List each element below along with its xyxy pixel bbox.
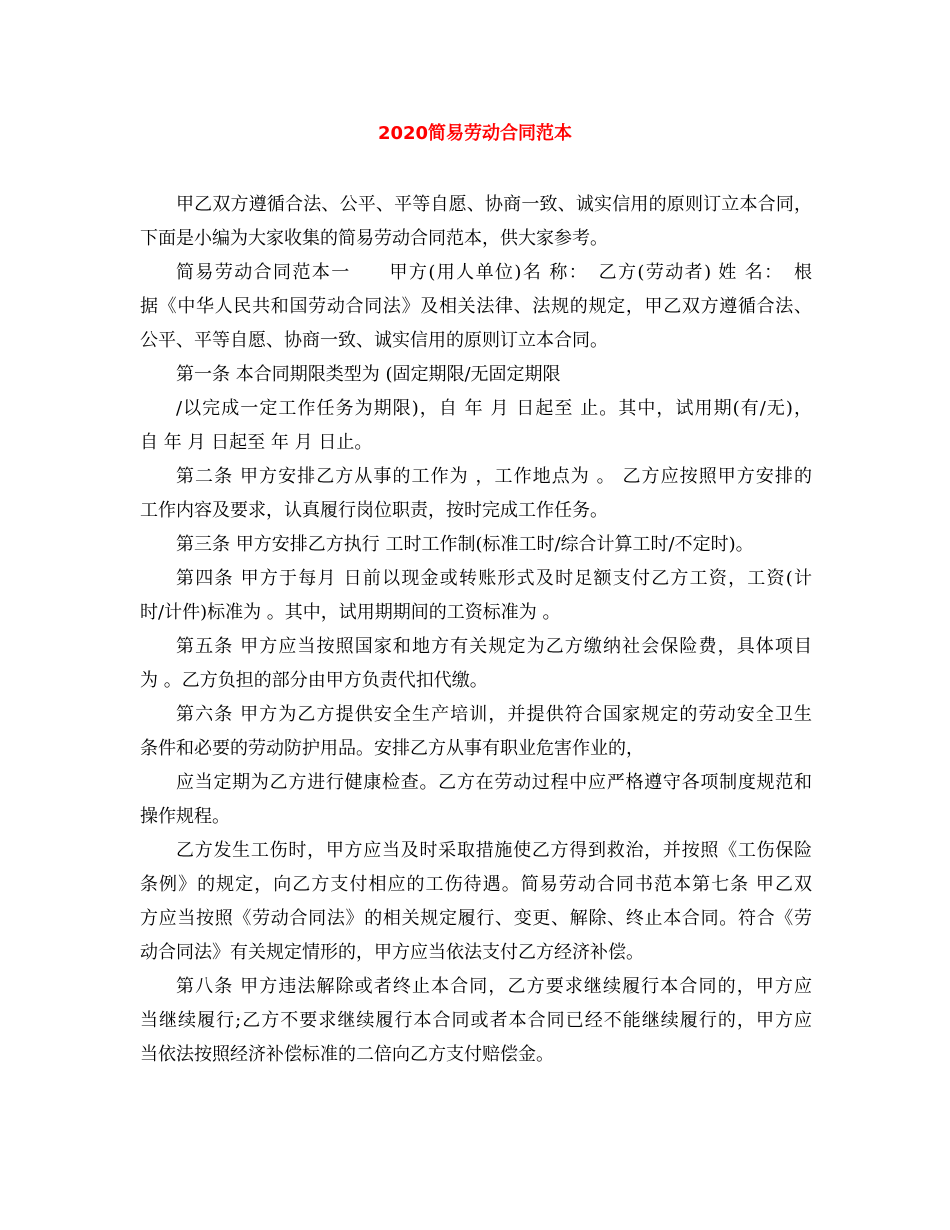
text-line: 甲乙双方遵循合法、公平、平等自愿、协商一致、诚实信用的原则订立本合同， (176, 194, 812, 215)
document-body (140, 188, 812, 1072)
text-line: 当依法按照经济补偿标准的二倍向乙方支付赔偿金。 (140, 1044, 554, 1065)
text-line: 乙方发生工伤时，甲方应当及时采取措施使乙方得到救治，并按照《工伤保险 (176, 840, 812, 861)
text-line: 第二条 甲方安排乙方从事的工作为 ，工作地点为 。 乙方应按照甲方安排的 (176, 466, 812, 487)
text-line: 时/计件)标准为 。其中，试用期期间的工资标准为 。 (140, 602, 561, 623)
text-line: 第五条 甲方应当按照国家和地方有关规定为乙方缴纳社会保险费，具体项目 (176, 636, 812, 657)
text-line: 第六条 甲方为乙方提供安全生产培训，并提供符合国家规定的劳动安全卫生 (176, 704, 812, 725)
text-line: 简易劳动合同范本一 甲方(用人单位)名 称： 乙方(劳动者) 姓 名： 根 (176, 262, 812, 283)
text-line: 条件和必要的劳动防护用品。安排乙方从事有职业危害作业的， (140, 738, 644, 759)
text-line: /以完成一定工作任务为期限)，自 年 月 日起至 止。其中，试用期(有/无)， (176, 398, 812, 419)
text-line: 条例》的规定，向乙方支付相应的工伤待遇。简易劳动合同书范本第七条 甲乙双 (140, 874, 812, 895)
text-line: 第一条 本合同期限类型为 (固定期限/无固定期限 (176, 364, 561, 385)
text-line: 应当定期为乙方进行健康检查。乙方在劳动过程中应严格遵守各项制度规范和 (176, 772, 812, 793)
text-line: 第三条 甲方安排乙方执行 工时工作制(标准工时/综合计算工时/不定时)。 (176, 534, 754, 555)
document-title: 2020简易劳动合同范本 (377, 123, 573, 144)
text-line: 第八条 甲方违法解除或者终止本合同，乙方要求继续履行本合同的，甲方应 (176, 976, 812, 997)
text-line: 公平、平等自愿、协商一致、诚实信用的原则订立本合同。 (140, 330, 608, 351)
text-line: 工作内容及要求，认真履行岗位职责，按时完成工作任务。 (140, 500, 608, 521)
text-line: 下面是小编为大家收集的简易劳动合同范本，供大家参考。 (140, 228, 608, 249)
text-line: 为 。乙方负担的部分由甲方负责代扣代缴。 (140, 670, 488, 691)
text-line: 动合同法》有关规定情形的，甲方应当依法支付乙方经济补偿。 (140, 942, 644, 963)
text-line: 第四条 甲方于每月 日前以现金或转账形式及时足额支付乙方工资，工资(计 (176, 568, 812, 589)
text-line: 方应当按照《劳动合同法》的相关规定履行、变更、解除、终止本合同。符合《劳 (140, 908, 812, 929)
text-line: 当继续履行;乙方不要求继续履行本合同或者本合同已经不能继续履行的，甲方应 (140, 1010, 812, 1031)
text-line: 自 年 月 日起至 年 月 日止。 (140, 432, 373, 453)
text-line: 操作规程。 (140, 806, 230, 827)
text-line: 据《中华人民共和国劳动合同法》及相关法律、法规的规定，甲乙双方遵循合法、 (140, 296, 812, 317)
